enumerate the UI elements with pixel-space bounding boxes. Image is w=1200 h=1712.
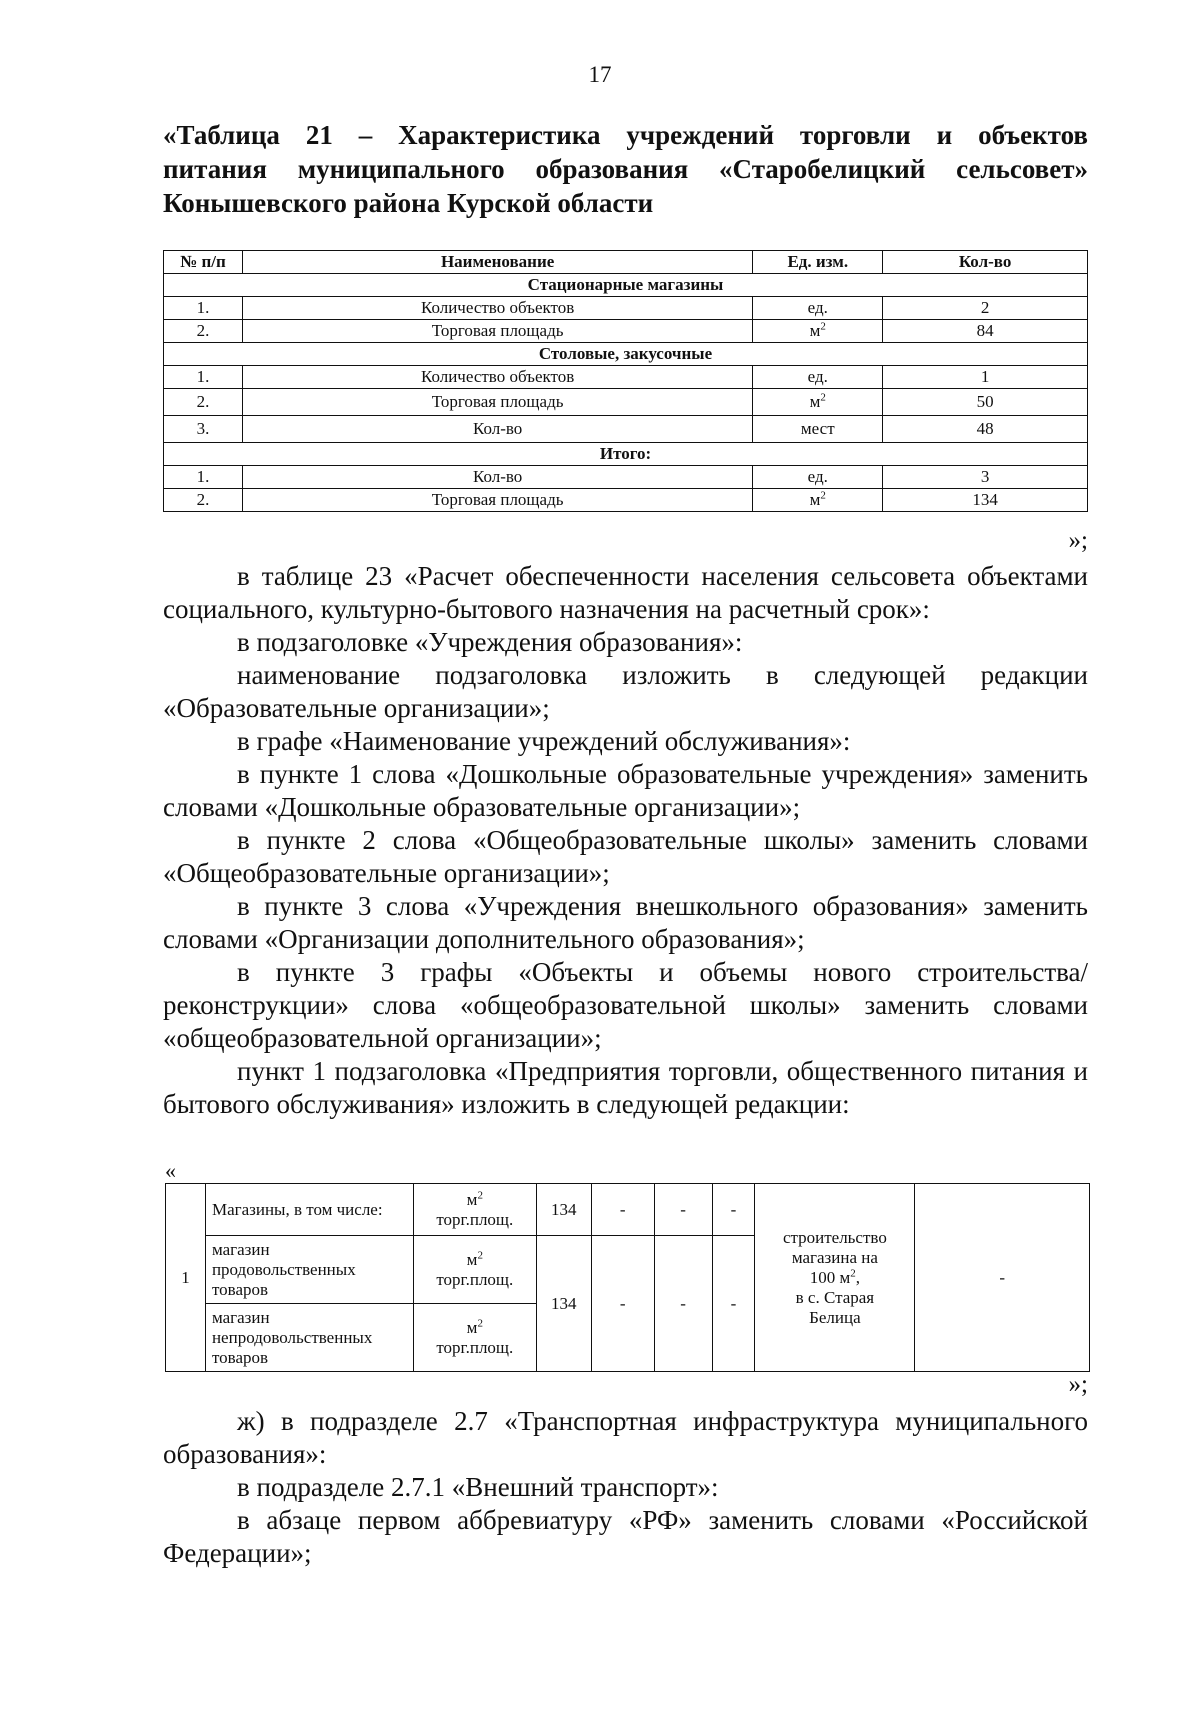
amendments-block-2 — [163, 1405, 1088, 1570]
construction-line: строительство — [782, 1227, 887, 1247]
paragraph: в пункте 3 графы «Объекты и объемы нового строительства/реконструкции» слова «общеобразовательной школы» заменить словами «общеобразовательной организации»; — [163, 957, 1088, 1053]
paragraph: в подразделе 2.7.1 «Внешний транспорт»: — [237, 1472, 719, 1502]
section-title: Столовые, закусочные — [164, 343, 1088, 366]
cell-qty: 48 — [883, 416, 1088, 443]
paragraph: в пункте 2 слова «Общеобразовательные школы» заменить словами «Общеобразовательные организации»; — [163, 825, 1088, 888]
cell-unit — [753, 416, 883, 443]
construction-line: Белица — [809, 1307, 861, 1327]
unit-base: м — [466, 1317, 478, 1337]
title-line: питания муниципального образования «Старобелицкий сельсовет» — [163, 154, 1088, 184]
table-23-fragment — [165, 1183, 1090, 1372]
title-line: «Таблица 21 – Характеристика учреждений торговли и объектов — [163, 120, 1088, 150]
paragraph: в графе «Наименование учреждений обслуживания»: — [237, 726, 851, 756]
table-row — [166, 1184, 1090, 1236]
section-row — [164, 274, 1088, 297]
header-name: Наименование — [242, 251, 752, 274]
unit-text: ед. — [807, 298, 828, 317]
cell-qty: 1 — [883, 366, 1088, 389]
unit-sup: 2 — [477, 1188, 483, 1201]
unit-sup: 2 — [820, 489, 826, 502]
table-23-open-quote: « — [165, 1158, 176, 1183]
unit-sup: 2 — [820, 320, 826, 333]
section-title: Итого: — [164, 443, 1088, 466]
unit-sup: 2 — [477, 1316, 483, 1329]
header-unit: Ед. изм. — [753, 251, 883, 274]
last-column-cell: - — [915, 1184, 1090, 1372]
unit-text: торг.площ. — [436, 1337, 514, 1357]
unit-text: ед. — [807, 367, 828, 386]
cell-qty: 84 — [883, 320, 1088, 343]
unit-text: м — [809, 392, 821, 411]
unit-base: м — [466, 1189, 478, 1209]
unit-sup: 2 — [820, 391, 826, 404]
table-23-closing-quote: »; — [1068, 1371, 1088, 1398]
cell-value: - — [712, 1184, 755, 1236]
cell-name: магазин продовольственных товаров — [205, 1236, 413, 1304]
table-row — [164, 297, 1088, 320]
construction-cell — [755, 1184, 915, 1372]
cell-name: магазин непродовольственных товаров — [205, 1304, 413, 1372]
cell-qty: 2 — [883, 297, 1088, 320]
cell-num: 2. — [164, 489, 243, 512]
cell-name: Магазины, в том числе: — [205, 1184, 413, 1236]
table-row — [164, 489, 1088, 512]
construction-sup: 2 — [850, 1266, 856, 1279]
table-row — [164, 416, 1088, 443]
construction-line: в с. Старая — [795, 1287, 875, 1307]
unit-base: м — [466, 1249, 478, 1269]
cell-unit — [413, 1184, 536, 1236]
section-title: Стационарные магазины — [164, 274, 1088, 297]
unit-text: мест — [800, 419, 835, 438]
paragraph: наименование подзаголовка изложить в следующей редакции «Образовательные организации»; — [163, 660, 1088, 723]
unit-sup: 2 — [477, 1248, 483, 1261]
cell-unit — [753, 466, 883, 489]
section-row — [164, 343, 1088, 366]
cell-name: Кол-во — [242, 466, 752, 489]
paragraph: ж) в подразделе 2.7 «Транспортная инфраструктура муниципального образования»: — [163, 1406, 1088, 1469]
cell-num: 1. — [164, 297, 243, 320]
cell-value: - — [591, 1236, 654, 1372]
unit-text: торг.площ. — [436, 1209, 514, 1229]
cell-value: - — [712, 1236, 755, 1372]
table-row — [164, 466, 1088, 489]
cell-value: - — [654, 1236, 712, 1372]
cell-qty: 50 — [883, 389, 1088, 416]
cell-unit — [413, 1304, 536, 1372]
cell-num: 1. — [164, 466, 243, 489]
construction-line: 100 м — [809, 1267, 851, 1287]
unit-text: ед. — [807, 467, 828, 486]
cell-unit — [753, 320, 883, 343]
cell-value: 134 — [536, 1184, 591, 1236]
cell-num: 2. — [164, 389, 243, 416]
table-row — [164, 320, 1088, 343]
cell-unit — [753, 489, 883, 512]
table-header-row — [164, 251, 1088, 274]
table-21-closing-quote: »; — [1068, 527, 1088, 554]
paragraph: в пункте 1 слова «Дошкольные образовательные учреждения» заменить словами «Дошкольные образовательные организации»; — [163, 759, 1088, 822]
cell-name: Количество объектов — [242, 366, 752, 389]
table-21-title — [163, 118, 1088, 220]
table-row — [164, 366, 1088, 389]
cell-qty: 3 — [883, 466, 1088, 489]
title-line: Конышевского района Курской области — [163, 188, 654, 218]
cell-name: Торговая площадь — [242, 320, 752, 343]
cell-value: - — [591, 1184, 654, 1236]
header-num: № п/п — [164, 251, 243, 274]
cell-unit — [753, 389, 883, 416]
cell-name: Торговая площадь — [242, 389, 752, 416]
cell-name: Торговая площадь — [242, 489, 752, 512]
section-row — [164, 443, 1088, 466]
table-row — [164, 389, 1088, 416]
row-number: 1 — [166, 1184, 206, 1372]
cell-value: - — [654, 1184, 712, 1236]
cell-unit — [413, 1236, 536, 1304]
paragraph: в пункте 3 слова «Учреждения внешкольного образования» заменить словами «Организации дополнительного образования»; — [163, 891, 1088, 954]
page-number: 17 — [588, 62, 612, 87]
cell-unit — [753, 297, 883, 320]
paragraph: пункт 1 подзаголовка «Предприятия торговли, общественного питания и бытового обслуживания» изложить в следующей редакции: — [163, 1056, 1088, 1119]
cell-name: Количество объектов — [242, 297, 752, 320]
cell-num: 3. — [164, 416, 243, 443]
construction-line: , — [855, 1267, 861, 1287]
paragraph: в таблице 23 «Расчет обеспеченности населения сельсовета объектами социального, культурно-бытового назначения на расчетный срок»: — [163, 561, 1088, 624]
cell-value: 134 — [536, 1236, 591, 1372]
unit-text: м — [809, 490, 821, 509]
cell-name: Кол-во — [242, 416, 752, 443]
header-qty: Кол-во — [883, 251, 1088, 274]
table-21 — [163, 250, 1088, 512]
cell-num: 2. — [164, 320, 243, 343]
construction-line: магазина на — [791, 1247, 878, 1267]
unit-text: торг.площ. — [436, 1269, 514, 1289]
cell-unit — [753, 366, 883, 389]
unit-text: м — [809, 321, 821, 340]
cell-num: 1. — [164, 366, 243, 389]
paragraph: в подзаголовке «Учреждения образования»: — [237, 627, 743, 657]
amendments-block-1 — [163, 560, 1088, 1121]
cell-qty: 134 — [883, 489, 1088, 512]
paragraph: в абзаце первом аббревиатуру «РФ» заменить словами «Российской Федерации»; — [163, 1505, 1088, 1568]
